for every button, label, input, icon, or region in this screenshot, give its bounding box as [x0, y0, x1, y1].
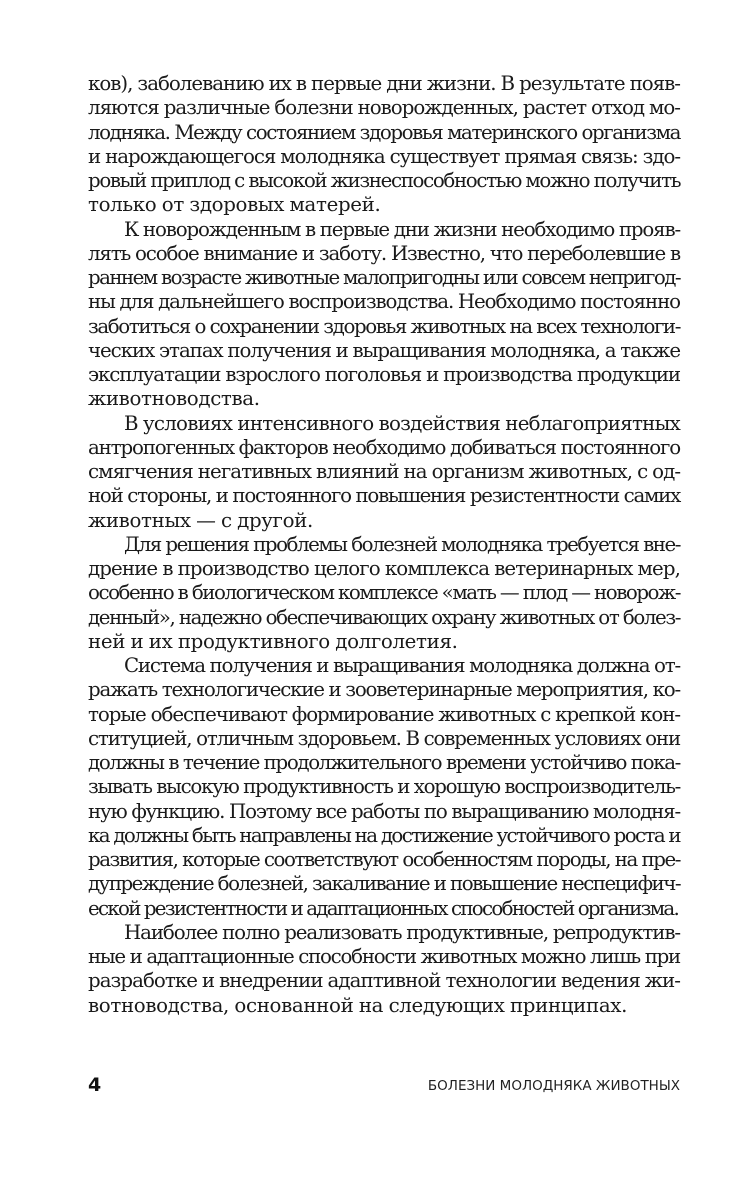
- text-line: вотноводства, основанной на следующих принципах.: [88, 993, 628, 1017]
- text-line: Система получения и выращивания молодняка должна от-: [124, 654, 680, 677]
- text-line: К новорожденным в первые дни жизни необходимо прояв-: [124, 217, 680, 241]
- text-line: должны в течение продолжительного времени устойчиво пока-: [88, 751, 680, 774]
- text-line: и нарождающегося молодняка существует прямая связь: здо-: [88, 144, 680, 168]
- text-line: развития, которые соответствуют особенностям породы, на пре-: [88, 848, 680, 871]
- text-line: ков), заболеванию их в первые дни жизни. В результате появ-: [88, 72, 680, 95]
- text-line: торые обеспечивают формирование животных с крепкой кон-: [88, 702, 680, 726]
- text-line: дупреждение болезней, закаливание и повышение неспецифич-: [88, 872, 680, 896]
- text-line: ней и их продуктивного долголетия.: [88, 629, 458, 653]
- text-line: животноводства.: [88, 387, 260, 411]
- text-line: еской резистентности и адаптационных способностей организма.: [88, 896, 679, 920]
- text-line: раннем возрасте животные малопригодны или совсем непригод-: [88, 266, 680, 289]
- body-text: [88, 72, 680, 1018]
- text-line: разработке и внедрении адаптивной технологии ведения жи-: [88, 969, 680, 993]
- text-line: ка должны быть направлены на достижение устойчивого роста и: [88, 823, 680, 847]
- text-line: денный», надежно обеспечивающих охрану животных от болез-: [88, 605, 680, 629]
- text-line: лодняка. Между состоянием здоровья материнского организма: [88, 120, 680, 144]
- text-line: Наиболее полно реализовать продуктивные, репродуктив-: [124, 920, 680, 944]
- text-line: В условиях интенсивного воздействия неблагоприятных: [124, 411, 680, 435]
- text-line: ны для дальнейшего воспроизводства. Необходимо постоянно: [88, 290, 680, 314]
- text-line: ную функцию. Поэтому все работы по выращиванию молодня-: [88, 799, 680, 823]
- text-line: ляются различные болезни новорожденных, растет отход мо-: [88, 96, 680, 120]
- text-line: смягчения негативных влияний на организм животных, с од-: [88, 460, 681, 483]
- text-line: особенно в биологическом комплексе «мать — плод — новорож-: [88, 581, 680, 605]
- text-line: эксплуатации взрослого поголовья и производства продукции: [88, 363, 680, 386]
- text-line: ной стороны, и постоянного повышения резистентности самих: [88, 484, 680, 508]
- page-number: 4: [88, 1074, 102, 1096]
- text-line: ровый приплод с высокой жизнеспособностью можно получить: [88, 169, 681, 192]
- page-footer: [88, 1073, 680, 1097]
- text-line: животных — с другой.: [88, 508, 313, 532]
- text-line: антропогенных факторов необходимо добиваться постоянного: [88, 435, 680, 459]
- running-title: БОЛЕЗНИ МОЛОДНЯКА ЖИВОТНЫХ: [427, 1078, 680, 1094]
- book-page: [88, 72, 680, 1108]
- text-line: ражать технологические и зооветеринарные мероприятия, ко-: [88, 678, 680, 702]
- text-line: дрение в производство целого комплекса ветеринарных мер,: [88, 557, 680, 580]
- text-line: только от здоровых матерей.: [88, 193, 381, 217]
- text-line: лять особое внимание и заботу. Известно, что переболевшие в: [88, 241, 680, 265]
- text-line: ституцией, отличным здоровьем. В современных условиях они: [88, 726, 680, 750]
- text-line: ческих этапах получения и выращивания молодняка, а также: [88, 338, 680, 362]
- text-line: ные и адаптационные способности животных можно лишь при: [88, 945, 680, 968]
- text-line: Для решения проблемы болезней молодняка требуется вне-: [124, 532, 680, 556]
- text-line: заботиться о сохранении здоровья животных на всех технологи-: [88, 314, 680, 338]
- text-line: зывать высокую продуктивность и хорошую воспроизводитель-: [88, 775, 681, 799]
